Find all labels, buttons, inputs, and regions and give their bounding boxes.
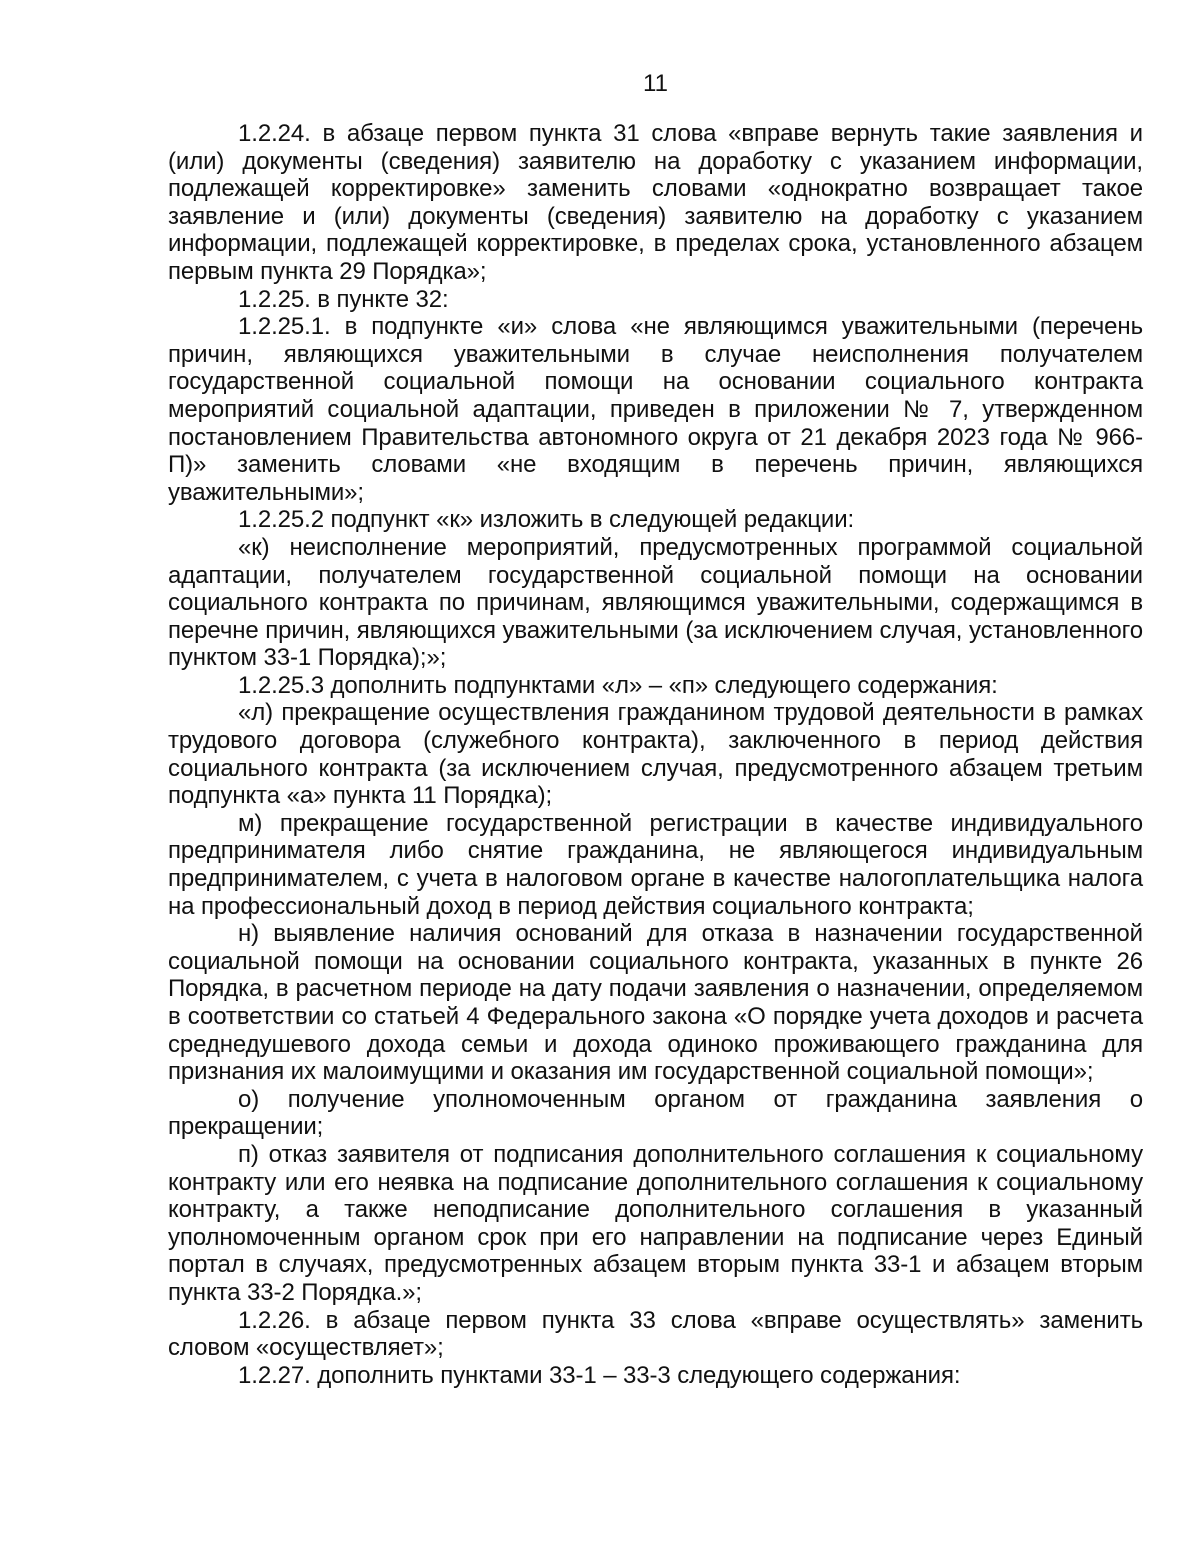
subitem-l: «л) прекращение осуществления гражданином трудовой деятельности в рамках трудового договора (служебного контракта), заключенного в период действия социального контракта (за исключением случая, предусмотренного абзацем третьим подпункта «а» пункта 11 Порядка); bbox=[168, 699, 1143, 810]
paragraph-1-2-25-2: 1.2.25.2 подпункт «к» изложить в следующей редакции: bbox=[238, 506, 855, 534]
paragraph-1-2-25-1: 1.2.25.1. в подпункте «и» слова «не являющимся уважительными (перечень причин, являющихся уважительными в случае неисполнения получателем государственной социальной помощи на основании социального контракта мероприятий социальной адаптации, приведен в приложении № 7, утвержденном постановлением Правительства автономного округа от 21 декабря 2023 года № 966-П)» заменить словами «не входящим в перечень причин, являющихся уважительными»; bbox=[168, 313, 1143, 506]
page-number: 11 bbox=[643, 70, 668, 97]
paragraph-1-2-26: 1.2.26. в абзаце первом пункта 33 слова «вправе осуществлять» заменить словом «осуществляет»; bbox=[168, 1306, 1143, 1362]
subitem-n: н) выявление наличия оснований для отказа в назначении государственной социальной помощи на основании социального контракта, указанных в пункте 26 Порядка, в расчетном периоде на дату подачи заявления о назначении, определяемом в соответствии со статьей 4 Федерального закона «О порядке учета доходов и расчета среднедушевого дохода семьи и дохода одиноко проживающего гражданина для признания их малоимущими и оказания им государственной социальной помощи»; bbox=[168, 920, 1143, 1086]
subitem-k: «к) неисполнение мероприятий, предусмотренных программой социальной адаптации, получателем государственной социальной помощи на основании социального контракта по причинам, являющимся уважительными, содержащимся в перечне причин, являющихся уважительными (за исключением случая, установленного пунктом 33-1 Порядка);»; bbox=[168, 533, 1143, 672]
subitem-m: м) прекращение государственной регистрации в качестве индивидуального предпринимателя либо снятие гражданина, не являющегося индивидуальным предпринимателем, с учета в налоговом органе в качестве налогоплательщика налога на профессиональный доход в период действия социального контракта; bbox=[168, 809, 1143, 920]
paragraph-1-2-24: 1.2.24. в абзаце первом пункта 31 слова «вправе вернуть такие заявления и (или) документы (сведения) заявителю на доработку с указанием информации, подлежащей корректировке» заменить словами «однократно возвращает такое заявление и (или) документы (сведения) заявителю на доработку с указанием информации, подлежащей корректировке, в пределах срока, установленного абзацем первым пункта 29 Порядка»; bbox=[168, 120, 1143, 285]
paragraph-1-2-25-3: 1.2.25.3 дополнить подпунктами «л» – «п» следующего содержания: bbox=[238, 671, 998, 699]
subitem-o: о) получение уполномоченным органом от гражданина заявления о прекращении; bbox=[168, 1085, 1143, 1141]
subitem-p: п) отказ заявителя от подписания дополнительного соглашения к социальному контракту или его неявка на подписание дополнительного соглашения к социальному контракту, а также неподписание дополнительного соглашения в указанный уполномоченным органом срок при его направлении на подписание через Единый портал в случаях, предусмотренных абзацем вторым пункта 33-1 и абзацем вторым пункта 33-2 Порядка.»; bbox=[168, 1140, 1143, 1306]
paragraph-1-2-27: 1.2.27. дополнить пунктами 33-1 – 33-3 следующего содержания: bbox=[238, 1361, 961, 1389]
paragraph-1-2-25: 1.2.25. в пункте 32: bbox=[238, 285, 449, 313]
document-body bbox=[168, 120, 1143, 1389]
